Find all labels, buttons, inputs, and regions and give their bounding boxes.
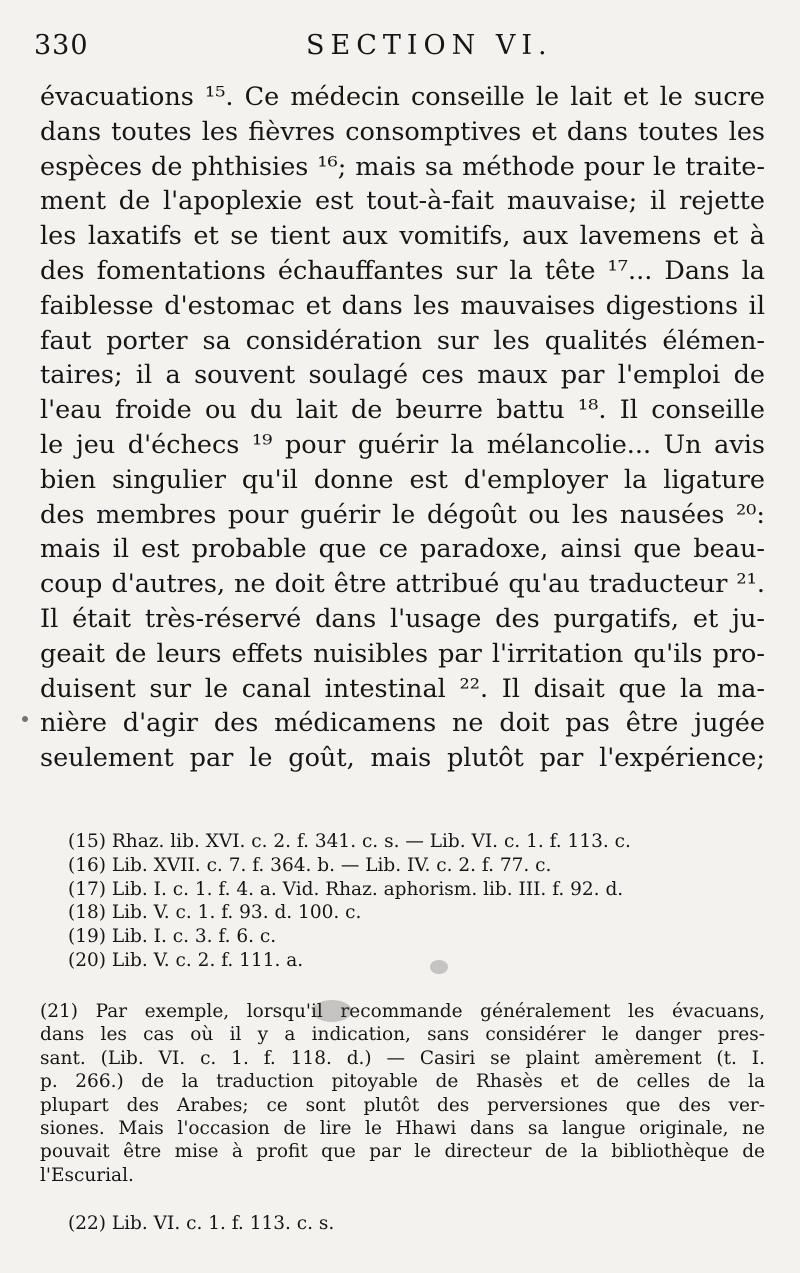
body-line: des fomentations échauffantes sur la tête ¹⁷... Dans la [40, 255, 765, 286]
footnote-21-line: l'Escurial. [40, 1164, 134, 1186]
page-number: 330 [34, 30, 89, 61]
footnote-16: (16) Lib. XVII. c. 7. f. 364. b. — Lib. IV. c. 2. f. 77. c. [68, 854, 552, 876]
footnote-21-line: (21) Par exemple, lorsqu'il recommande généralement les évacuans, [40, 1001, 765, 1022]
body-text [40, 80, 765, 776]
footnote-18: (18) Lib. V. c. 1. f. 93. d. 100. c. [68, 902, 362, 924]
ink-dot [22, 716, 28, 722]
running-head: SECTION VI. [306, 30, 553, 61]
footnote-19: (19) Lib. I. c. 3. f. 6. c. [68, 926, 277, 948]
body-line: nière d'agir des médicamens ne doit pas être jugée [40, 708, 765, 739]
footnote-15: (15) Rhaz. lib. XVI. c. 2. f. 341. c. s. — Lib. VI. c. 1. f. 113. c. [68, 831, 631, 852]
body-line: ment de l'apoplexie est tout-à-fait mauvaise; il rejette [40, 186, 765, 217]
body-line: l'eau froide ou du lait de beurre battu ¹⁸. Il conseille [40, 395, 765, 426]
footnote-21 [40, 1000, 765, 1187]
footnote-21-line: plupart des Arabes; ce sont plutôt des perversiones que des ver- [40, 1094, 765, 1116]
body-line: le jeu d'échecs ¹⁹ pour guérir la mélancolie... Un avis [40, 429, 765, 460]
ink-smudge [312, 1000, 352, 1022]
body-line: évacuations ¹⁵. Ce médecin conseille le lait et le sucre [40, 82, 765, 112]
footnotes-short [68, 830, 768, 973]
body-line: faut porter sa considération sur les qualités élémen- [40, 325, 765, 356]
body-line: espèces de phthisies ¹⁶; mais sa méthode pour le traite- [40, 151, 765, 182]
body-line: coup d'autres, ne doit être attribué qu'au traducteur ²¹. [40, 569, 765, 600]
footnote-21-line: siones. Mais l'occasion de lire le Hhawi dans sa langue originale, ne [40, 1118, 765, 1140]
footnote-21-line: sant. (Lib. VI. c. 1. f. 118. d.) — Casiri se plaint amèrement (t. I. [40, 1047, 765, 1069]
footnote-21-line: p. 266.) de la traduction pitoyable de Rhasès et de celles de la [40, 1071, 765, 1093]
footnote-17: (17) Lib. I. c. 1. f. 4. a. Vid. Rhaz. aphorism. lib. III. f. 92. d. [68, 878, 624, 900]
footnote-21-line: pouvait être mise à profit que par le directeur de la bibliothèque de [40, 1141, 765, 1163]
body-line: des membres pour guérir le dégoût ou les nausées ²⁰: [40, 499, 765, 530]
body-line: les laxatifs et se tient aux vomitifs, aux lavemens et à [40, 221, 765, 252]
ink-smudge [430, 960, 448, 974]
footnote-20: (20) Lib. V. c. 2. f. 111. a. [68, 949, 304, 971]
page-header [34, 30, 774, 70]
body-line: Il était très-réservé dans l'usage des purgatifs, et ju- [40, 603, 765, 634]
body-line: faiblesse d'estomac et dans les mauvaises digestions il [40, 290, 765, 321]
footnote-21-line: dans les cas où il y a indication, sans considérer le danger pres- [40, 1024, 765, 1046]
body-line: geait de leurs effets nuisibles par l'irritation qu'ils pro- [40, 638, 765, 669]
body-line: duisent sur le canal intestinal ²². Il disait que la ma- [40, 673, 765, 704]
body-line: bien singulier qu'il donne est d'employer la ligature [40, 464, 765, 495]
body-line: taires; il a souvent soulagé ces maux par l'emploi de [40, 360, 765, 391]
body-line: mais il est probable que ce paradoxe, ainsi que beau- [40, 534, 765, 565]
body-line: seulement par le goût, mais plutôt par l'expérience; [40, 743, 765, 774]
footnote-22: (22) Lib. VI. c. 1. f. 113. c. s. [68, 1213, 335, 1234]
body-line: dans toutes les fièvres consomptives et dans toutes les [40, 116, 765, 147]
